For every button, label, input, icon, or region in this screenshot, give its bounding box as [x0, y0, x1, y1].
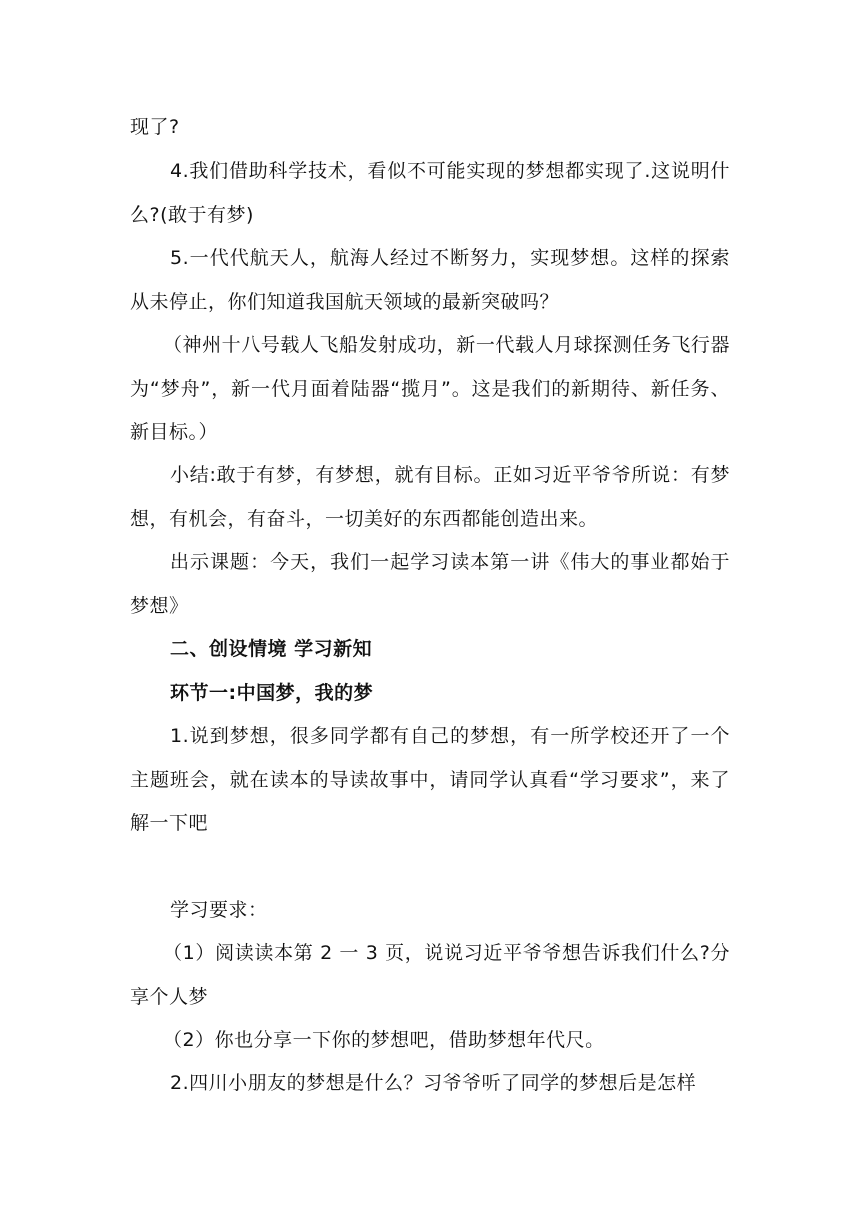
paragraph-answer-note: （神州十八号载人飞船发射成功，新一代载人月球探测任务飞行器为“梦舟”，新一代月面着陆器“揽月”。这是我们的新期待、新任务、新目标。）	[130, 334, 730, 443]
paragraph-requirement-2: （2）你也分享一下你的梦想吧，借助梦想年代尺。	[163, 1029, 605, 1051]
paragraph-summary: 小结:敢于有梦，有梦想，就有目标。正如习近平爷爷所说：有梦想，有机会，有奋斗，一切美好的东西都能创造出来。	[130, 464, 730, 530]
paragraph-requirements-label: 学习要求：	[170, 899, 268, 921]
paragraph-requirement-1: （1）阅读读本第 2 一 3 页，说说习近平爷爷想告诉我们什么?分享个人梦	[130, 942, 730, 1008]
paragraph-question-5: 5.一代代航天人，航海人经过不断努力，实现梦想。这样的探索从未停止，你们知道我国航天领域的最新突破吗？	[130, 247, 730, 313]
paragraph-question-4: 4.我们借助科学技术，看似不可能实现的梦想都实现了.这说明什么?(敢于有梦)	[130, 160, 730, 226]
section-heading: 二、创设情境 学习新知	[170, 638, 373, 660]
subsection-heading: 环节一:中国梦，我的梦	[170, 682, 374, 704]
paragraph-continuation: 现了?	[130, 116, 180, 138]
paragraph-item-2: 2.四川小朋友的梦想是什么？习爷爷听了同学的梦想后是怎样	[170, 1072, 697, 1094]
paragraph-item-1: 1.说到梦想，很多同学都有自己的梦想，有一所学校还开了一个主题班会，就在读本的导读故事中，请同学认真看“学习要求”，来了解一下吧	[130, 725, 730, 834]
paragraph-lesson-title: 出示课题：今天，我们一起学习读本第一讲《伟大的事业都始于梦想》	[130, 551, 730, 617]
